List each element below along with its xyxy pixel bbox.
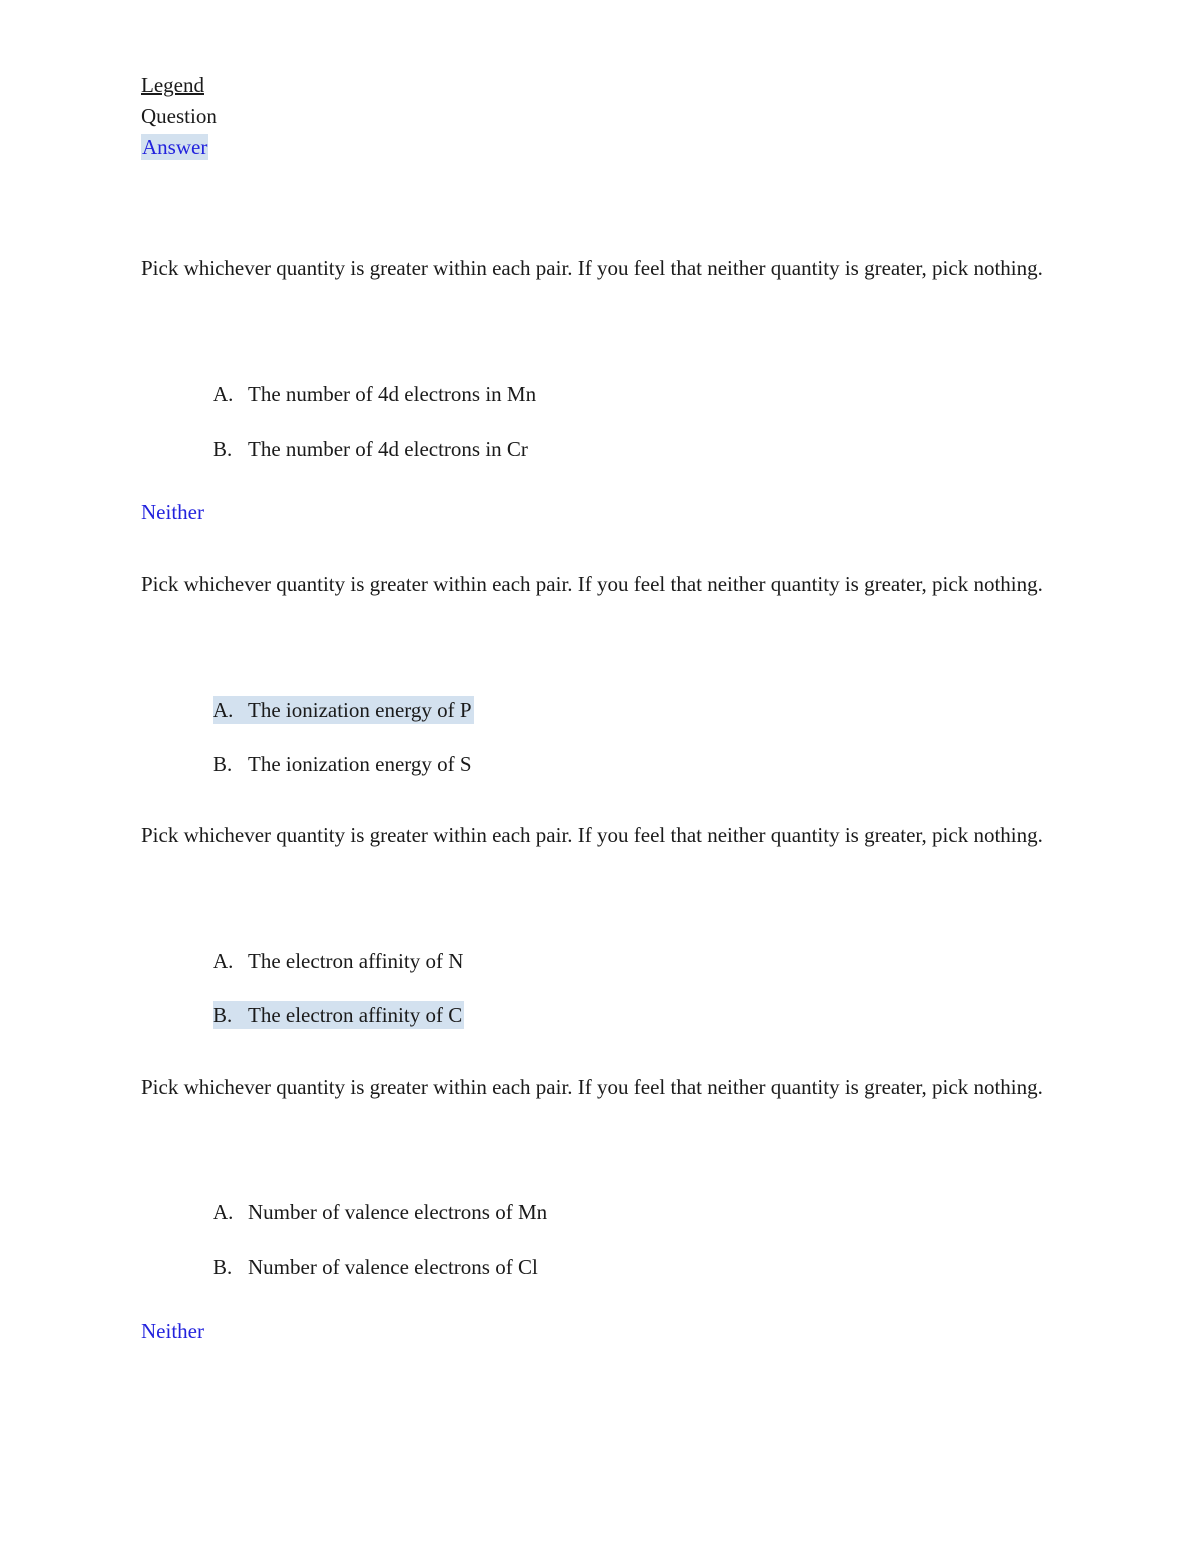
option-letter: B. <box>213 1003 233 1027</box>
question-2-option-a <box>213 696 474 724</box>
question-1-option-a <box>213 380 536 408</box>
question-1-answer: Neither <box>141 500 204 524</box>
option-letter: A. <box>213 698 234 722</box>
legend-answer-label: Answer <box>142 135 208 159</box>
option-text: Number of valence electrons of Cl <box>248 1255 538 1279</box>
option-text: The number of 4d electrons in Cr <box>248 437 528 461</box>
option-letter: B. <box>213 437 233 461</box>
question-4-option-a <box>213 1198 547 1226</box>
option-text: The number of 4d electrons in Mn <box>248 382 537 406</box>
option-letter: B. <box>213 752 233 776</box>
option-letter: A. <box>213 382 234 406</box>
option-text: The electron affinity of N <box>248 949 464 973</box>
question-4-option-b <box>213 1253 538 1281</box>
question-2-prompt: Pick whichever quantity is greater within each pair. If you feel that neither quantity is greater, pick nothing. <box>141 572 1043 596</box>
option-letter: A. <box>213 1200 234 1224</box>
question-4-answer: Neither <box>141 1319 204 1343</box>
question-2-option-b <box>213 750 472 778</box>
question-4-prompt: Pick whichever quantity is greater within each pair. If you feel that neither quantity is greater, pick nothing. <box>141 1075 1043 1099</box>
legend-question-label: Question <box>141 104 217 128</box>
question-3-prompt: Pick whichever quantity is greater within each pair. If you feel that neither quantity is greater, pick nothing. <box>141 823 1043 847</box>
legend-title: Legend <box>141 73 204 97</box>
question-3-option-b <box>213 1001 464 1029</box>
option-text: The electron affinity of C <box>248 1003 463 1027</box>
question-3-option-a <box>213 947 463 975</box>
question-1-prompt: Pick whichever quantity is greater within each pair. If you feel that neither quantity is greater, pick nothing. <box>141 256 1043 280</box>
question-1-option-b <box>213 435 528 463</box>
option-letter: A. <box>213 949 234 973</box>
option-text: The ionization energy of S <box>248 752 472 776</box>
option-text: The ionization energy of P <box>248 698 472 722</box>
option-letter: B. <box>213 1255 233 1279</box>
option-text: Number of valence electrons of Mn <box>248 1200 548 1224</box>
